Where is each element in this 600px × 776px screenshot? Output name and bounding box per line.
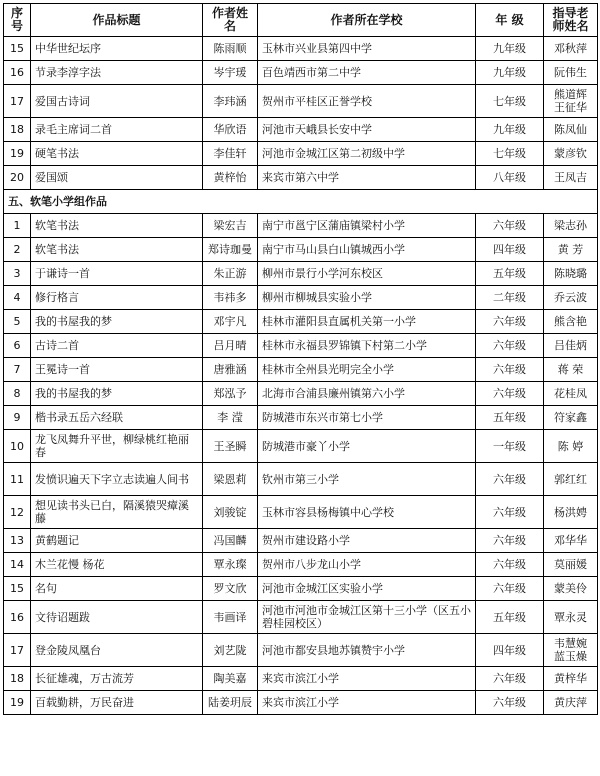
header-title: 作品标题 (31, 4, 203, 37)
cell-teacher: 陈 婷 (544, 430, 598, 463)
table-row (4, 310, 598, 334)
cell-grade: 九年级 (476, 118, 544, 142)
cell-title: 录毛主席词二首 (31, 118, 203, 142)
cell-teacher: 吕佳炳 (544, 334, 598, 358)
cell-school: 玉林市容县杨梅镇中心学校 (258, 496, 476, 529)
cell-grade: 二年级 (476, 286, 544, 310)
cell-author: 黄梓怡 (203, 166, 258, 190)
cell-school: 贺州市八步龙山小学 (258, 553, 476, 577)
cell-author: 郑泓予 (203, 382, 258, 406)
cell-title: 中华世纪坛序 (31, 37, 203, 61)
section-row (4, 190, 598, 214)
cell-title: 百载勤耕，万民奋进 (31, 691, 203, 715)
cell-grade: 七年级 (476, 142, 544, 166)
cell-teacher: 陈晓璐 (544, 262, 598, 286)
table-row (4, 214, 598, 238)
cell-title: 名句 (31, 577, 203, 601)
cell-teacher: 梁志孙 (544, 214, 598, 238)
cell-school: 南宁市邕宁区蒲庙镇梁村小学 (258, 214, 476, 238)
cell-author: 唐雅涵 (203, 358, 258, 382)
cell-title: 我的书屋我的梦 (31, 382, 203, 406)
table-row (4, 667, 598, 691)
cell-author: 冯国麟 (203, 529, 258, 553)
cell-school: 贺州市建设路小学 (258, 529, 476, 553)
cell-grade: 六年级 (476, 496, 544, 529)
cell-grade: 六年级 (476, 334, 544, 358)
cell-no: 15 (4, 577, 31, 601)
cell-school: 来宾市滨江小学 (258, 691, 476, 715)
cell-author: 李 滢 (203, 406, 258, 430)
cell-no: 18 (4, 667, 31, 691)
cell-grade: 六年级 (476, 553, 544, 577)
cell-author: 陶美嘉 (203, 667, 258, 691)
cell-author: 邓宇凡 (203, 310, 258, 334)
cell-no: 5 (4, 310, 31, 334)
cell-teacher: 莫丽媛 (544, 553, 598, 577)
cell-no: 19 (4, 691, 31, 715)
cell-author: 吕月晴 (203, 334, 258, 358)
table-row (4, 382, 598, 406)
table-row (4, 142, 598, 166)
cell-grade: 五年级 (476, 262, 544, 286)
cell-author: 李玮涵 (203, 85, 258, 118)
cell-no: 18 (4, 118, 31, 142)
cell-grade: 六年级 (476, 577, 544, 601)
cell-no: 20 (4, 166, 31, 190)
cell-teacher: 熊含艳 (544, 310, 598, 334)
table-row (4, 262, 598, 286)
cell-no: 13 (4, 529, 31, 553)
cell-teacher: 黄梓华 (544, 667, 598, 691)
cell-no: 17 (4, 634, 31, 667)
cell-title: 硬笔书法 (31, 142, 203, 166)
table-row (4, 496, 598, 529)
cell-teacher: 邓华华 (544, 529, 598, 553)
cell-school: 来宾市滨江小学 (258, 667, 476, 691)
table-row (4, 634, 598, 667)
cell-teacher: 阮伟生 (544, 61, 598, 85)
cell-grade: 六年级 (476, 382, 544, 406)
cell-title: 古诗二首 (31, 334, 203, 358)
cell-no: 1 (4, 214, 31, 238)
cell-title: 登金陵凤凰台 (31, 634, 203, 667)
cell-author: 朱正游 (203, 262, 258, 286)
cell-grade: 六年级 (476, 691, 544, 715)
cell-grade: 六年级 (476, 463, 544, 496)
cell-school: 桂林市灌阳县直属机关第一小学 (258, 310, 476, 334)
cell-grade: 九年级 (476, 37, 544, 61)
cell-school: 贺州市平桂区正誉学校 (258, 85, 476, 118)
cell-author: 韦画译 (203, 601, 258, 634)
cell-title: 王冕诗一首 (31, 358, 203, 382)
table-row (4, 166, 598, 190)
cell-school: 来宾市第六中学 (258, 166, 476, 190)
cell-no: 19 (4, 142, 31, 166)
cell-school: 柳州市景行小学河东校区 (258, 262, 476, 286)
cell-no: 10 (4, 430, 31, 463)
table-row (4, 334, 598, 358)
table-row (4, 118, 598, 142)
cell-school: 桂林市全州县光明完全小学 (258, 358, 476, 382)
cell-author: 陈雨顺 (203, 37, 258, 61)
cell-title: 爱国颂 (31, 166, 203, 190)
cell-title: 修行格言 (31, 286, 203, 310)
cell-author: 李佳轩 (203, 142, 258, 166)
cell-title: 我的书屋我的梦 (31, 310, 203, 334)
table-row (4, 601, 598, 634)
cell-school: 桂林市永福县罗锦镇下村第二小学 (258, 334, 476, 358)
cell-author: 王圣瞬 (203, 430, 258, 463)
cell-grade: 六年级 (476, 529, 544, 553)
table-row (4, 577, 598, 601)
cell-school: 玉林市兴业县第四中学 (258, 37, 476, 61)
cell-school: 河池市天峨县长安中学 (258, 118, 476, 142)
cell-title: 楷书录五岳六经联 (31, 406, 203, 430)
table-row (4, 85, 598, 118)
award-list-table (3, 3, 598, 715)
cell-grade: 六年级 (476, 310, 544, 334)
cell-no: 14 (4, 553, 31, 577)
header-no: 序号 (4, 4, 31, 37)
cell-grade: 六年级 (476, 214, 544, 238)
cell-author: 陆姜玥辰 (203, 691, 258, 715)
cell-no: 8 (4, 382, 31, 406)
cell-teacher: 乔云波 (544, 286, 598, 310)
cell-grade: 四年级 (476, 238, 544, 262)
cell-author: 韦祎多 (203, 286, 258, 310)
table-row (4, 37, 598, 61)
cell-teacher: 郭红红 (544, 463, 598, 496)
cell-teacher: 蒙美伶 (544, 577, 598, 601)
cell-school: 河池市金城江区第二初级中学 (258, 142, 476, 166)
cell-teacher: 杨洪娉 (544, 496, 598, 529)
cell-author: 覃永璨 (203, 553, 258, 577)
header-grade: 年 级 (476, 4, 544, 37)
cell-teacher: 蒋 荣 (544, 358, 598, 382)
table-row (4, 553, 598, 577)
cell-title: 文待诏题跋 (31, 601, 203, 634)
cell-title: 龙飞凤舞升平世，柳绿桃红艳丽春 (31, 430, 203, 463)
cell-teacher: 蒙彦钦 (544, 142, 598, 166)
cell-grade: 六年级 (476, 358, 544, 382)
cell-grade: 六年级 (476, 667, 544, 691)
cell-school: 河池市都安县地苏镇赞宇小学 (258, 634, 476, 667)
cell-title: 节录李淳字法 (31, 61, 203, 85)
cell-title: 发愤识遍天下字立志读遍人间书 (31, 463, 203, 496)
cell-teacher: 符家鑫 (544, 406, 598, 430)
table-row (4, 406, 598, 430)
cell-author: 岑宇瑗 (203, 61, 258, 85)
cell-no: 17 (4, 85, 31, 118)
cell-school: 南宁市马山县白山镇城西小学 (258, 238, 476, 262)
cell-author: 梁恩莉 (203, 463, 258, 496)
cell-grade: 五年级 (476, 601, 544, 634)
cell-school: 钦州市第三小学 (258, 463, 476, 496)
cell-school: 柳州市柳城县实验小学 (258, 286, 476, 310)
cell-title: 长征雄魂，万古流芳 (31, 667, 203, 691)
table-row (4, 430, 598, 463)
cell-teacher: 覃永灵 (544, 601, 598, 634)
cell-grade: 七年级 (476, 85, 544, 118)
cell-grade: 八年级 (476, 166, 544, 190)
cell-grade: 五年级 (476, 406, 544, 430)
cell-no: 16 (4, 601, 31, 634)
table-row (4, 286, 598, 310)
cell-no: 7 (4, 358, 31, 382)
table-row (4, 691, 598, 715)
cell-no: 15 (4, 37, 31, 61)
cell-school: 防城港市豪丫小学 (258, 430, 476, 463)
cell-grade: 九年级 (476, 61, 544, 85)
cell-title: 软笔书法 (31, 214, 203, 238)
cell-title: 软笔书法 (31, 238, 203, 262)
cell-grade: 一年级 (476, 430, 544, 463)
cell-teacher: 黄 芳 (544, 238, 598, 262)
cell-no: 11 (4, 463, 31, 496)
cell-title: 黄鹤题记 (31, 529, 203, 553)
cell-no: 2 (4, 238, 31, 262)
header-row (4, 4, 598, 37)
cell-author: 华欣语 (203, 118, 258, 142)
cell-author: 梁宏吉 (203, 214, 258, 238)
cell-school: 北海市合浦县廉州镇第六小学 (258, 382, 476, 406)
cell-school: 防城港市东兴市第七小学 (258, 406, 476, 430)
cell-title: 木兰花慢 杨花 (31, 553, 203, 577)
header-teacher: 指导老师姓名 (544, 4, 598, 37)
cell-author: 罗文欣 (203, 577, 258, 601)
cell-teacher: 王凤吉 (544, 166, 598, 190)
cell-teacher: 陈凤仙 (544, 118, 598, 142)
cell-no: 12 (4, 496, 31, 529)
cell-no: 6 (4, 334, 31, 358)
cell-title: 于谦诗一首 (31, 262, 203, 286)
cell-no: 16 (4, 61, 31, 85)
table-row (4, 463, 598, 496)
cell-author: 郑诗珈曼 (203, 238, 258, 262)
header-author: 作者姓名 (203, 4, 258, 37)
cell-no: 4 (4, 286, 31, 310)
cell-teacher: 黄庆萍 (544, 691, 598, 715)
cell-author: 刘骏锭 (203, 496, 258, 529)
table-row (4, 529, 598, 553)
table-row (4, 238, 598, 262)
table-row (4, 358, 598, 382)
table-row (4, 61, 598, 85)
cell-school: 百色靖西市第二中学 (258, 61, 476, 85)
cell-teacher: 花桂凤 (544, 382, 598, 406)
cell-author: 刘艺陇 (203, 634, 258, 667)
cell-school: 河池市金城江区实验小学 (258, 577, 476, 601)
cell-no: 9 (4, 406, 31, 430)
cell-teacher: 韦慧婉 蓝玉燥 (544, 634, 598, 667)
cell-teacher: 熊道辉 王征华 (544, 85, 598, 118)
cell-grade: 四年级 (476, 634, 544, 667)
section-title: 五、软笔小学组作品 (4, 190, 598, 214)
cell-school: 河池市河池市金城江区第十三小学（区五小碧桂园校区） (258, 601, 476, 634)
cell-title: 想见读书头已白，隔溪猿哭瘴溪藤 (31, 496, 203, 529)
cell-teacher: 邓秋萍 (544, 37, 598, 61)
cell-no: 3 (4, 262, 31, 286)
header-school: 作者所在学校 (258, 4, 476, 37)
cell-title: 爱国古诗词 (31, 85, 203, 118)
